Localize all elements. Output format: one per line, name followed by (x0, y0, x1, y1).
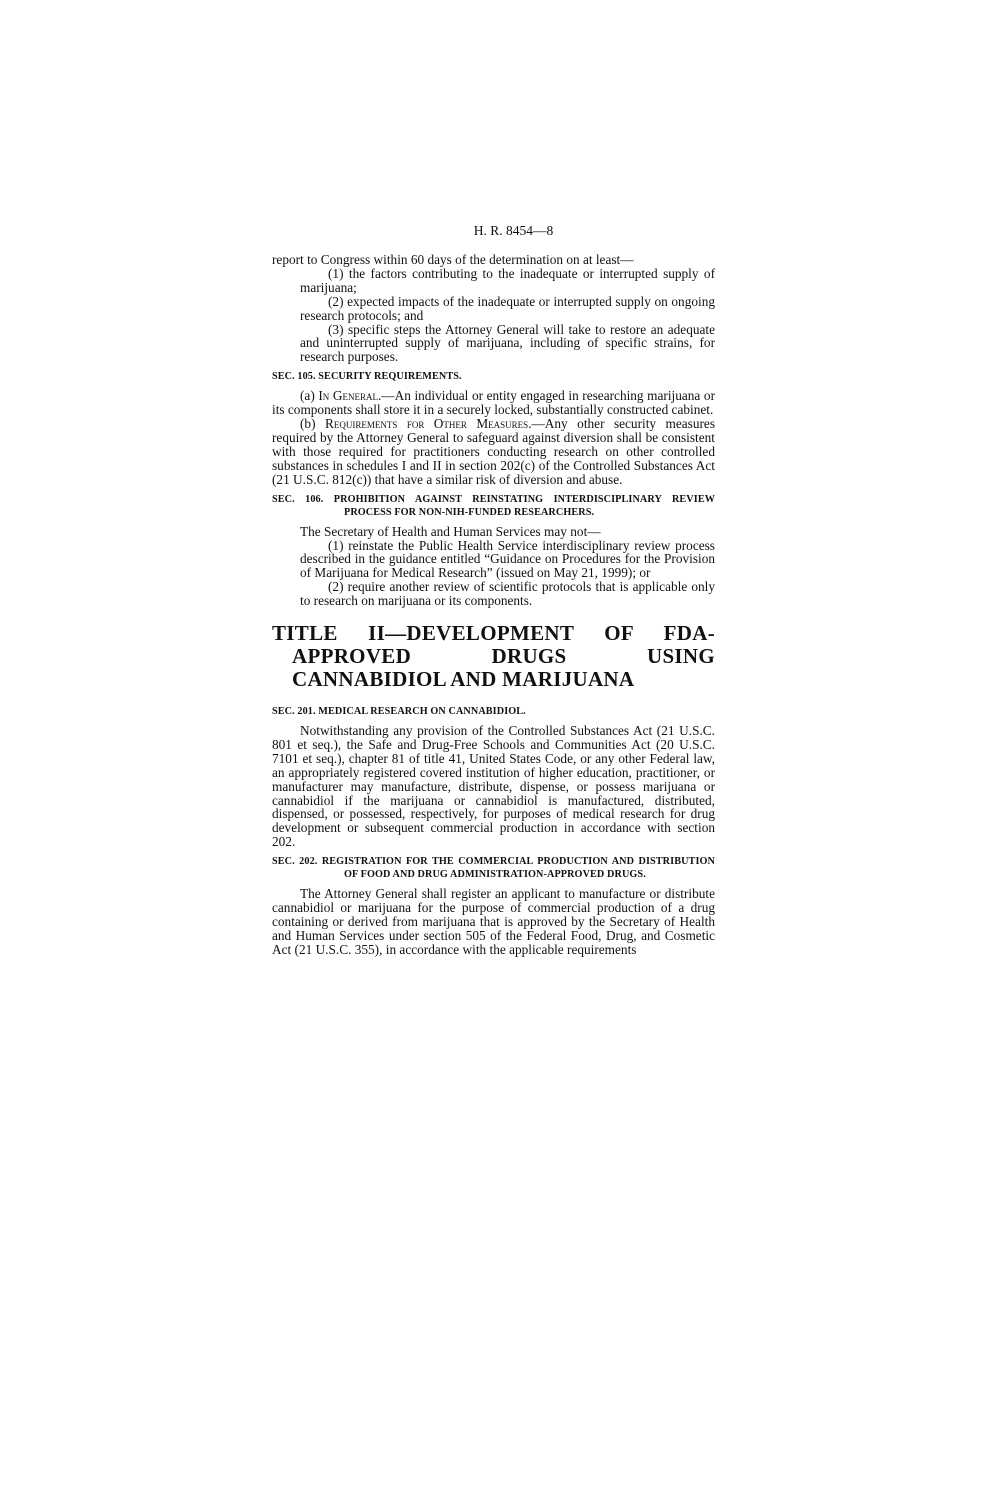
section-lead: The Secretary of Health and Human Services may not— (300, 523, 601, 539)
report-item: (1) the factors contributing to the inadequate or interrupted supply of marijuana; (300, 265, 715, 295)
section-heading: SEC. 202. REGISTRATION FOR THE COMMERCIAL PRODUCTION AND DISTRIBUTION OF FOOD AND DRUG ADMINISTRATION-APPROVED DRUGS. (272, 856, 715, 881)
subsection-text: .—Any other security measures required by the Attorney General to safeguard against diversion shall be consistent with those required for practitioners conducting research on other controlled substances in schedules I and II in section 202(c) of the Controlled Substances Act (21 U.S.C. 812(c)) that have a similar risk of diversion and abuse. (272, 416, 715, 487)
subsection-caption: In General (318, 388, 378, 404)
section-body: The Attorney General shall register an applicant to manufacture or distribute cannabidiol or marijuana for the purpose of commercial production of a drug containing or derived from marijuana that is approved by the Secretary of Health and Human Services under section 505 of the Federal Food, Drug, and Cosmetic Act (21 U.S.C. 355), in accordance with the applicable requirements (272, 886, 715, 957)
report-item: (2) expected impacts of the inadequate or interrupted supply on ongoing research protocols; and (300, 293, 715, 323)
list-item: (1) reinstate the Public Health Service interdisciplinary review process described in the guidance entitled “Guidance on Procedures for the Provision of Marijuana for Medical Research” (issued on May 21, 1999); or (300, 537, 715, 581)
subsection-text: .—An individual or entity engaged in researching marijuana or its components shall store it in a securely locked, substantially constructed cabinet. (272, 388, 715, 418)
section-heading: SEC. 201. MEDICAL RESEARCH ON CANNABIDIOL. (272, 706, 526, 718)
intro-paragraph: report to Congress within 60 days of the determination on at least— (272, 252, 634, 267)
subsection-label: (b) (300, 416, 325, 432)
section-heading: SEC. 105. SECURITY REQUIREMENTS. (272, 371, 462, 383)
section-heading: SEC. 106. PROHIBITION AGAINST REINSTATING INTERDISCIPLINARY REVIEW PROCESS FOR NON-NIH-FUNDED RESEARCHERS. (272, 493, 715, 518)
subsection-caption: Requirements for Other Measures (324, 416, 529, 432)
report-item: (3) specific steps the Attorney General will take to restore an adequate and uninterrupted supply of marijuana, including of specific strains, for research purposes. (300, 321, 715, 365)
subsection-a (272, 389, 715, 417)
document-page (272, 224, 715, 957)
page-header: H. R. 8454—8 (473, 223, 554, 238)
subsection-label: (a) (300, 388, 319, 404)
section-body: Notwithstanding any provision of the Controlled Substances Act (21 U.S.C. 801 et seq.), the Safe and Drug-Free Schools and Communities Act (20 U.S.C. 7101 et seq.), chapter 81 of title 41, United States Code, or any other Federal law, an appropriately registered covered institution of higher education, practitioner, or manufacturer may manufacture, distribute, dispense, or possess marijuana or cannabidiol if the marijuana or cannabidiol is manufactured, distributed, dispensed, or possessed, respectively, for purposes of medical research for drug development or subsequent commercial production in accordance with section 202. (272, 723, 715, 850)
subsection-b (272, 417, 715, 487)
list-item: (2) require another review of scientific protocols that is applicable only to research on marijuana or its components. (300, 579, 715, 609)
title-heading: TITLE II—DEVELOPMENT OF FDA-APPROVED DRUGS USING CANNABIDIOL AND MARIJUANA (272, 621, 715, 692)
